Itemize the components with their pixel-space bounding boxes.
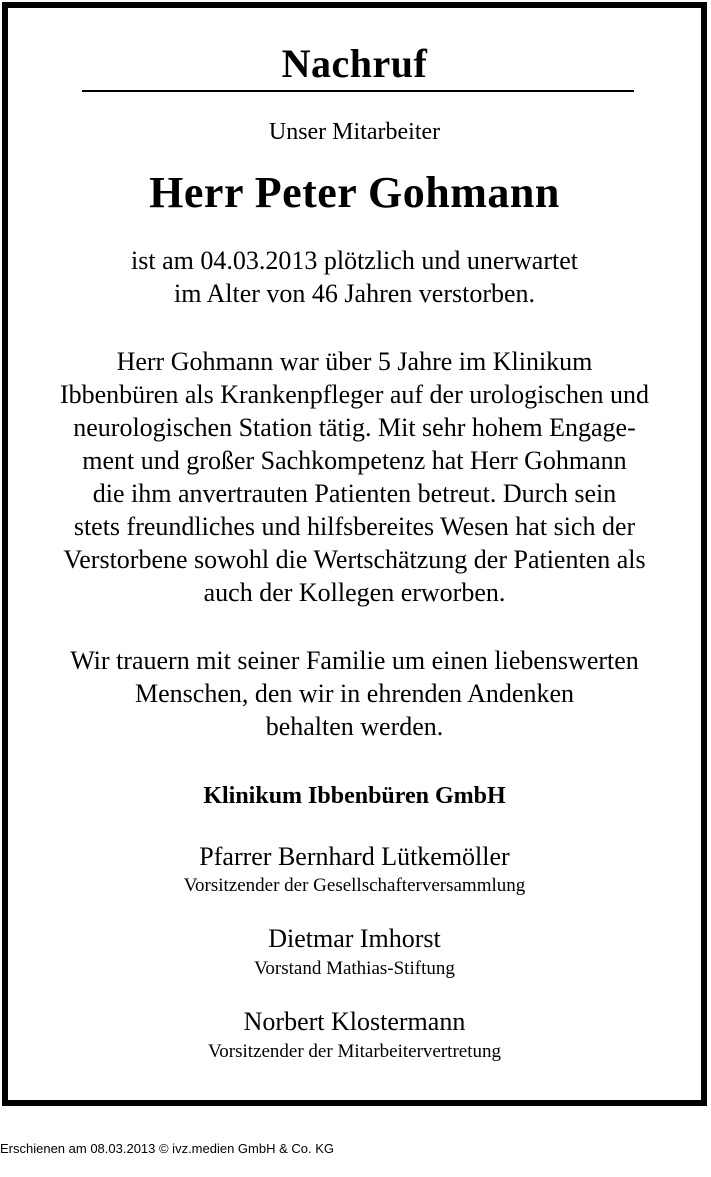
deceased-name: Herr Peter Gohmann [149, 168, 560, 217]
paragraph-line: die ihm anvertrauten Patienten betreut. Durch sein [92, 479, 617, 508]
paragraph-line: Menschen, den wir in ehrenden Andenken [135, 679, 574, 708]
notice-subtitle: Unser Mitarbeiter [268, 119, 441, 145]
paragraph-line: stets freundliches und hilfsbereites Wesen hat sich der [73, 512, 636, 541]
notice-title: Nachruf [281, 41, 428, 86]
signer-role: Vorsitzender der Gesellschafterversammlung [183, 875, 526, 896]
paragraph-line: ist am 04.03.2013 plötzlich und unerwartet [131, 246, 578, 275]
death-announcement-paragraph [8, 244, 701, 310]
publication-footer: Erschienen am 08.03.2013 © ivz.medien GmbH & Co. KG [0, 1141, 335, 1156]
condolence-paragraph [8, 644, 701, 743]
signer-name: Norbert Klostermann [243, 1007, 466, 1036]
organization-name: Klinikum Ibbenbüren GmbH [203, 783, 506, 809]
paragraph-line: auch der Kollegen erworben. [203, 578, 506, 607]
signer-role: Vorstand Mathias-Stiftung [254, 958, 455, 979]
title-divider [82, 90, 634, 92]
paragraph-line: neurologischen Station tätig. Mit sehr hohem Engage- [73, 413, 636, 442]
biography-paragraph [8, 345, 701, 609]
paragraph-line: Ibbenbüren als Krankenpfleger auf der urologischen und [59, 380, 650, 409]
paragraph-line: behalten werden. [265, 712, 444, 741]
paragraph-line: Verstorbene sowohl die Wertschätzung der Patienten als [63, 545, 646, 574]
signer-role: Vorsitzender der Mitarbeitervertretung [208, 1041, 501, 1062]
signer-name: Pfarrer Bernhard Lütkemöller [199, 842, 510, 871]
paragraph-line: Herr Gohmann war über 5 Jahre im Klinikum [116, 347, 593, 376]
obituary-notice [2, 2, 707, 1106]
paragraph-line: ment und großer Sachkompetenz hat Herr Gohmann [82, 446, 627, 475]
signer-name: Dietmar Imhorst [268, 924, 441, 953]
paragraph-line: Wir trauern mit seiner Familie um einen liebenswerten [70, 646, 639, 675]
paragraph-line: im Alter von 46 Jahren verstorben. [173, 279, 536, 308]
